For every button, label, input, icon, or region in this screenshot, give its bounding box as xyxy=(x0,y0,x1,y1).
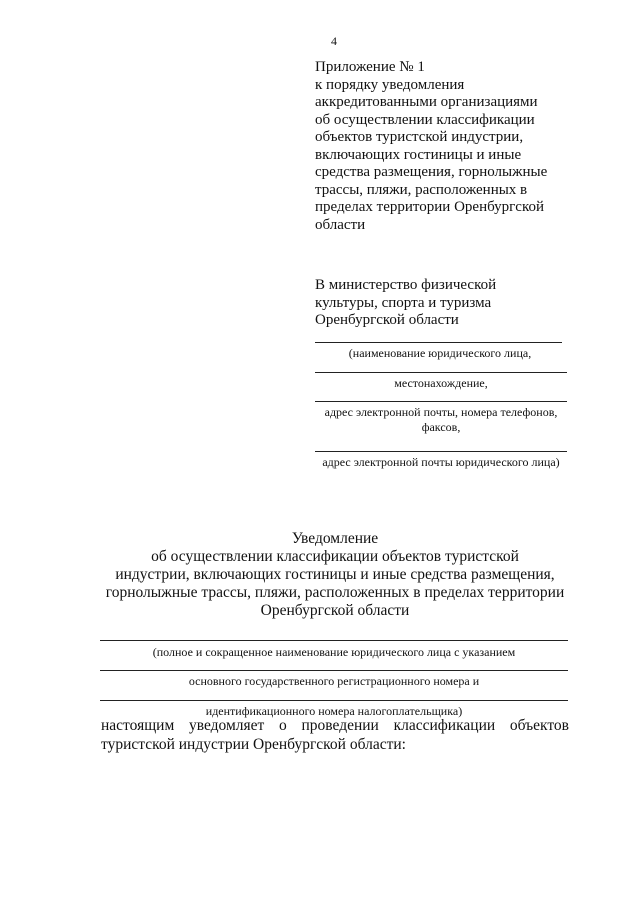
appendix-line: к порядку уведомления xyxy=(315,76,465,93)
page-number: 4 xyxy=(331,34,337,48)
sender-email-caption: адрес электронной почты юридического лица) xyxy=(322,455,560,469)
sender-contacts-caption: адрес электронной почты, номера телефонов, xyxy=(324,405,558,419)
appendix-line: аккредитованными организациями xyxy=(315,94,538,110)
entity-name-caption: (полное и сокращенное наименование юридического лица с указанием xyxy=(152,645,516,659)
sender-location-line xyxy=(315,372,567,373)
sender-location-caption: местонахождение, xyxy=(394,376,488,390)
notice-title-line: индустрии, включающих гостиницы и иные средства размещения, xyxy=(115,566,555,583)
appendix-header xyxy=(315,59,615,234)
sender-contacts-line xyxy=(315,401,567,402)
notice-title-line: Уведомление xyxy=(291,530,379,547)
notice-title xyxy=(100,530,570,620)
entity-inn-line xyxy=(100,700,568,701)
entity-name-line xyxy=(100,640,568,641)
appendix-line: пределах территории Оренбургской xyxy=(315,199,545,215)
appendix-line: об осуществлении классификации xyxy=(315,111,535,128)
sender-name-line xyxy=(315,342,562,343)
appendix-line: объектов туристской индустрии, xyxy=(315,129,524,145)
appendix-line: включающих гостиницы и иные xyxy=(315,146,522,163)
addressee-line: Оренбургской области xyxy=(315,312,459,328)
appendix-line: области xyxy=(315,216,366,233)
addressee-block xyxy=(315,277,615,330)
addressee-line: В министерство физической xyxy=(315,277,497,293)
entity-ogrn-caption: основного государственного регистрационного номера и xyxy=(188,674,480,688)
entity-inn-caption: идентификационного номера налогоплательщика) xyxy=(205,704,463,718)
notice-body-line: настоящим уведомляет о проведении классификации объектов xyxy=(101,717,569,734)
notice-title-line: Оренбургской области xyxy=(260,602,410,619)
appendix-line: Приложение № 1 xyxy=(315,59,425,75)
sender-email-line xyxy=(315,451,567,452)
appendix-line: трассы, пляжи, расположенных в xyxy=(315,181,528,198)
sender-fax-caption: факсов, xyxy=(421,420,461,434)
addressee-line: культуры, спорта и туризма xyxy=(315,294,492,311)
entity-ogrn-line xyxy=(100,670,568,671)
notice-body-line: туристской индустрии Оренбургской области: xyxy=(101,736,406,753)
appendix-line: средства размещения, горнолыжные xyxy=(315,164,548,180)
sender-name-caption: (наименование юридического лица, xyxy=(348,346,532,360)
notice-title-line: горнолыжные трассы, пляжи, расположенных в пределах территории xyxy=(105,584,565,601)
notice-title-line: об осуществлении классификации объектов туристской xyxy=(151,548,519,565)
